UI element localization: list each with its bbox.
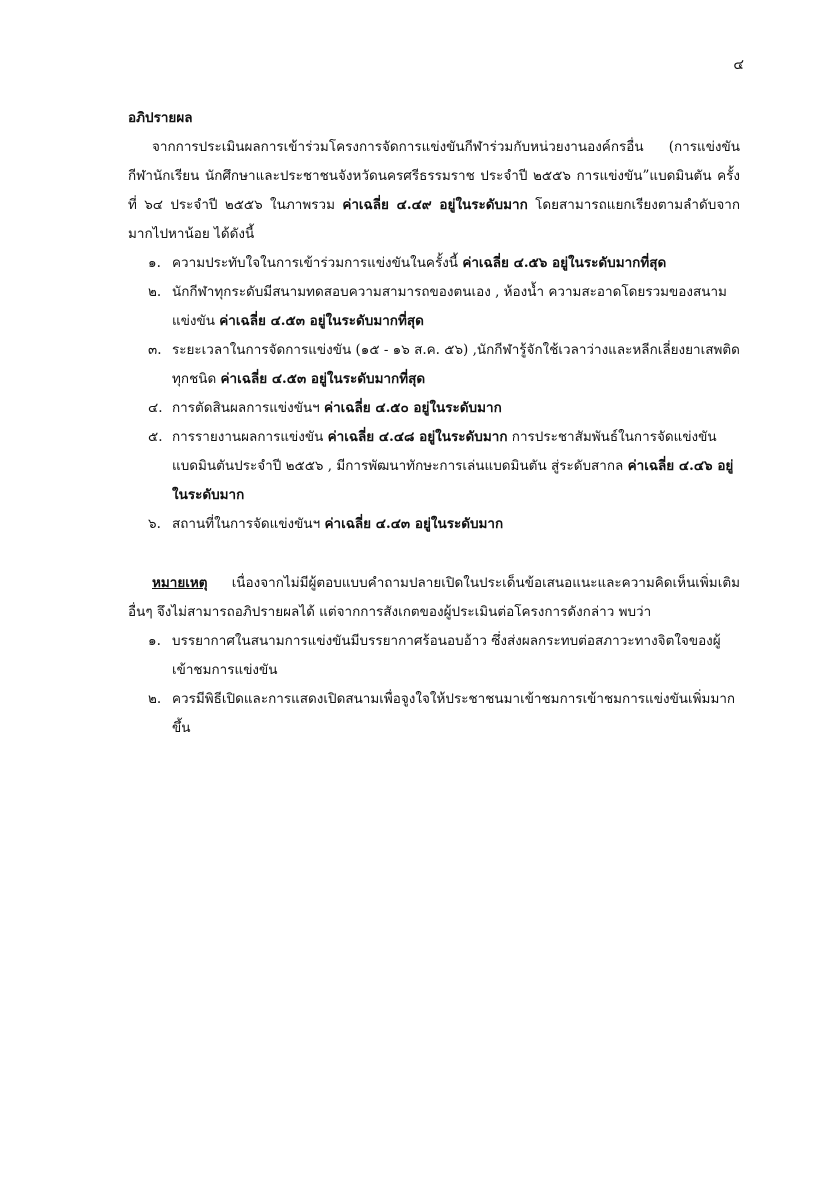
document-body <box>128 104 740 743</box>
intro-paragraph <box>128 133 740 249</box>
list-number: ๖. <box>148 516 161 532</box>
list-bold: ค่าเฉลี่ย ๔.๕๐ อยู่ในระดับมาก <box>324 400 502 416</box>
list-number: ๑. <box>148 633 161 649</box>
list-bold: ค่าเฉลี่ย ๔.๔๘ อยู่ในระดับมาก <box>327 429 508 445</box>
list-number: ๑. <box>148 255 161 271</box>
section-spacer <box>128 539 740 569</box>
note-text: เนื่องจากไม่มีผู้ตอบแบบคำถามปลายเปิดในประเด็นข้อเสนอแนะและความคิดเห็นเพิ่มเติม อื่นๆ จึงไม่สามารถอภิปรายผลได้ แต่จากการสังเกตของผู้ประเมินต่อโครงการดังกล่าว พบว่า <box>128 575 740 620</box>
list-bold: ค่าเฉลี่ย ๔.๔๓ อยู่ในระดับมาก <box>324 516 504 532</box>
result-list <box>128 249 740 539</box>
intro-bold: ค่าเฉลี่ย ๔.๔๙ อยู่ในระดับมาก <box>342 197 528 213</box>
list-bold-second: ค่าเฉลี่ย ๔.๔๖ อยู่ในระดับมาก <box>172 458 734 503</box>
list-text: การตัดสินผลการแข่งขันฯ <box>172 400 325 416</box>
list-text: การรายงานผลการแข่งขัน <box>172 429 328 445</box>
list-tail: การประชาสัมพันธ์ในการจัดแข่งขันแบดมินตันประจำปี ๒๕๕๖ , มีการพัฒนาทักษะการเล่นแบดมินตัน สู่ระดับสากล <box>172 429 717 474</box>
list-item <box>128 423 740 510</box>
list-number: ๓. <box>148 342 162 358</box>
list-item <box>128 627 740 685</box>
list-item <box>128 685 740 743</box>
list-bold: ค่าเฉลี่ย ๔.๕๓ อยู่ในระดับมากที่สุด <box>219 313 424 329</box>
intro-tail: โดยสามารถแยกเรียงตามลำดับจากมากไปหาน้อย ได้ดังนี้ <box>128 197 741 242</box>
list-text: ระยะเวลาในการจัดการแข่งขัน (๑๕ - ๑๖ ส.ค. ๕๖) ,นักกีฬารู้จักใช้เวลาว่างและหลีกเลี่ยงยาเสพติดทุกชนิด <box>172 342 740 387</box>
list-number: ๒. <box>148 691 162 707</box>
note-label: หมายเหตุ <box>152 575 208 591</box>
note-paragraph <box>128 569 740 627</box>
list-text: สถานที่ในการจัดแข่งขันฯ <box>172 516 325 532</box>
list-item <box>128 394 740 423</box>
list-number: ๒. <box>148 284 162 300</box>
intro-text: จากการประเมินผลการเข้าร่วมโครงการจัดการแข่งขันกีฬาร่วมกับหน่วยงานองค์กรอื่น (การแข่งขันกีฬานักเรียน นักศึกษาและประชาชนจังหวัดนครศรีธรรมราช ประจำปี ๒๕๕๖ การแข่งขัน”แบดมินตัน ครั้งที่ ๖๔ ประจำปี ๒๕๕๖ ในภาพรวม <box>128 139 740 213</box>
list-item <box>128 510 740 539</box>
list-text: บรรยากาศในสนามการแข่งขันมีบรรยากาศร้อนอบอ้าว ซึ่งส่งผลกระทบต่อสภาวะทางจิตใจของผู้เข้าชมการแข่งขัน <box>172 633 721 678</box>
list-text: ความประทับใจในการเข้าร่วมการแข่งขันในครั้งนี้ <box>172 255 463 271</box>
page-number: ๔ <box>733 57 744 73</box>
list-item <box>128 278 740 336</box>
section-heading: อภิปรายผล <box>128 110 193 126</box>
observation-list <box>128 627 740 743</box>
list-item <box>128 336 740 394</box>
list-text: ควรมีพิธีเปิดและการแสดงเปิดสนามเพื่อจูงใจให้ประชาชนมาเข้าชมการเข้าชมการแข่งขันเพิ่มมากขึ้น <box>172 691 736 736</box>
list-item <box>128 249 740 278</box>
list-bold: ค่าเฉลี่ย ๔.๕๖ อยู่ในระดับมากที่สุด <box>462 255 667 271</box>
list-number: ๔. <box>148 400 163 416</box>
list-number: ๕. <box>148 429 163 445</box>
list-bold: ค่าเฉลี่ย ๔.๕๓ อยู่ในระดับมากที่สุด <box>220 371 426 387</box>
list-text: นักกีฬาทุกระดับมีสนามทดสอบความสามารถของตนเอง , ห้องน้ำ ความสะอาดโดยรวมของสนามแข่งขัน <box>172 284 727 329</box>
